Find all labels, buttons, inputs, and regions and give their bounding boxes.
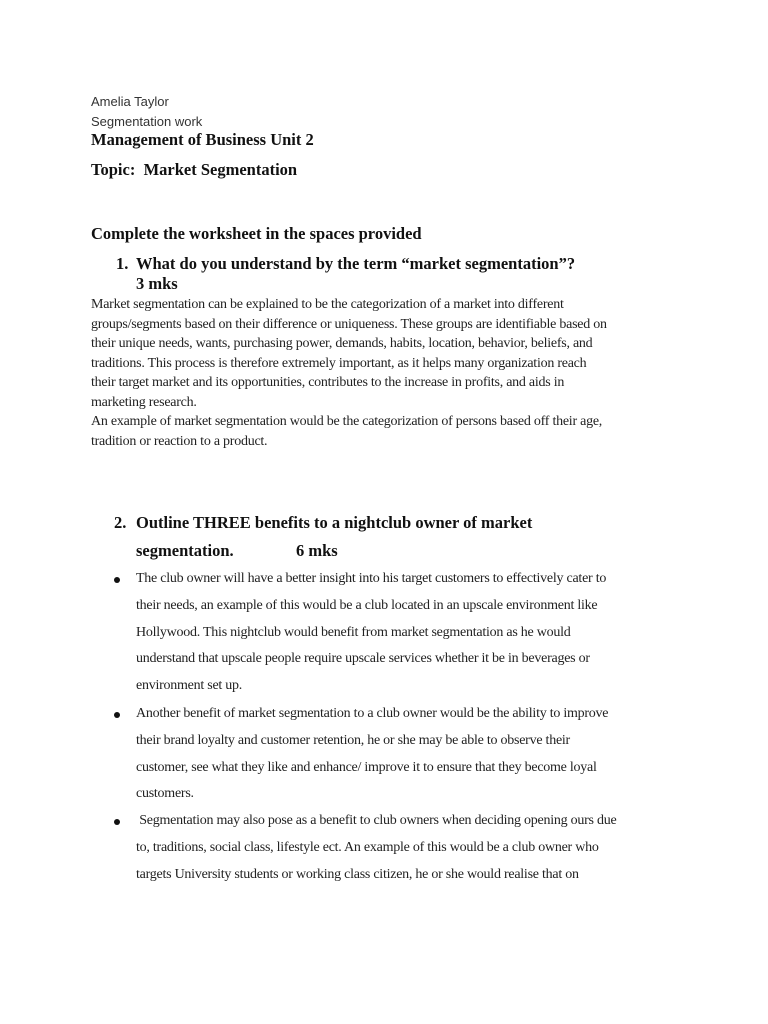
answer-line: their unique needs, wants, purchasing power, demands, habits, location, behavior, beliefs, and — [91, 336, 593, 351]
question-text-line: Outline THREE benefits to a nightclub owner of market — [136, 513, 533, 532]
document-subtitle: Segmentation work — [91, 114, 203, 129]
bullet-icon — [114, 577, 120, 583]
bullet-line: Another benefit of market segmentation to a club owner would be the ability to improve — [136, 706, 609, 721]
bullet-line: The club owner will have a better insight into his target customers to effectively cater to — [136, 571, 607, 586]
bullet-line: Hollywood. This nightclub would benefit from market segmentation as he would — [136, 624, 571, 640]
question-marks: 6 mks — [296, 541, 338, 560]
question-marks: 3 mks — [136, 274, 178, 293]
topic-heading: Topic: Market Segmentation — [91, 160, 298, 179]
course-title: Management of Business Unit 2 — [91, 130, 314, 149]
bullet-line: targets University students or working class citizen, he or she would realise that on — [136, 866, 579, 882]
bullet-icon — [114, 712, 120, 718]
answer-line: Market segmentation can be explained to be the categorization of a market into different — [91, 297, 564, 312]
bullet-line: their brand loyalty and customer retention, he or she may be able to observe their — [136, 732, 570, 748]
answer-line: groups/segments based on their difference or uniqueness. These groups are identifiable based on — [91, 316, 607, 332]
bullet-line: to, traditions, social class, lifestyle ect. An example of this would be a club owner who — [136, 839, 599, 855]
bullet-line: customers. — [136, 786, 194, 802]
answer-line: their target market and its opportunities, contributes to the increase in profits, and aids in — [91, 375, 565, 390]
question-number: 1. — [116, 254, 129, 273]
bullet-line: understand that upscale people require upscale services whether it be in beverages or — [136, 651, 590, 667]
author-name: Amelia Taylor — [91, 94, 169, 109]
answer-line: An example of market segmentation would be the categorization of persons based off their age, — [91, 414, 603, 429]
question-text-line: segmentation. — [136, 541, 234, 560]
instruction-heading: Complete the worksheet in the spaces provided — [91, 224, 422, 243]
bullet-line: environment set up. — [136, 678, 243, 694]
question-text: What do you understand by the term “market segmentation”? — [136, 254, 576, 273]
bullet-line: customer, see what they like and enhance/ improve it to ensure that they become loyal — [136, 759, 597, 775]
bullet-icon — [114, 819, 120, 825]
answer-line: marketing research. — [91, 394, 197, 410]
answer-line: traditions. This process is therefore extremely important, as it helps many organization reach — [91, 355, 587, 371]
question-number: 2. — [114, 513, 127, 532]
bullet-line: Segmentation may also pose as a benefit to club owners when deciding opening ours due — [136, 813, 617, 828]
bullet-line: their needs, an example of this would be a club located in an upscale environment like — [136, 597, 598, 613]
answer-line: tradition or reaction to a product. — [91, 433, 268, 449]
